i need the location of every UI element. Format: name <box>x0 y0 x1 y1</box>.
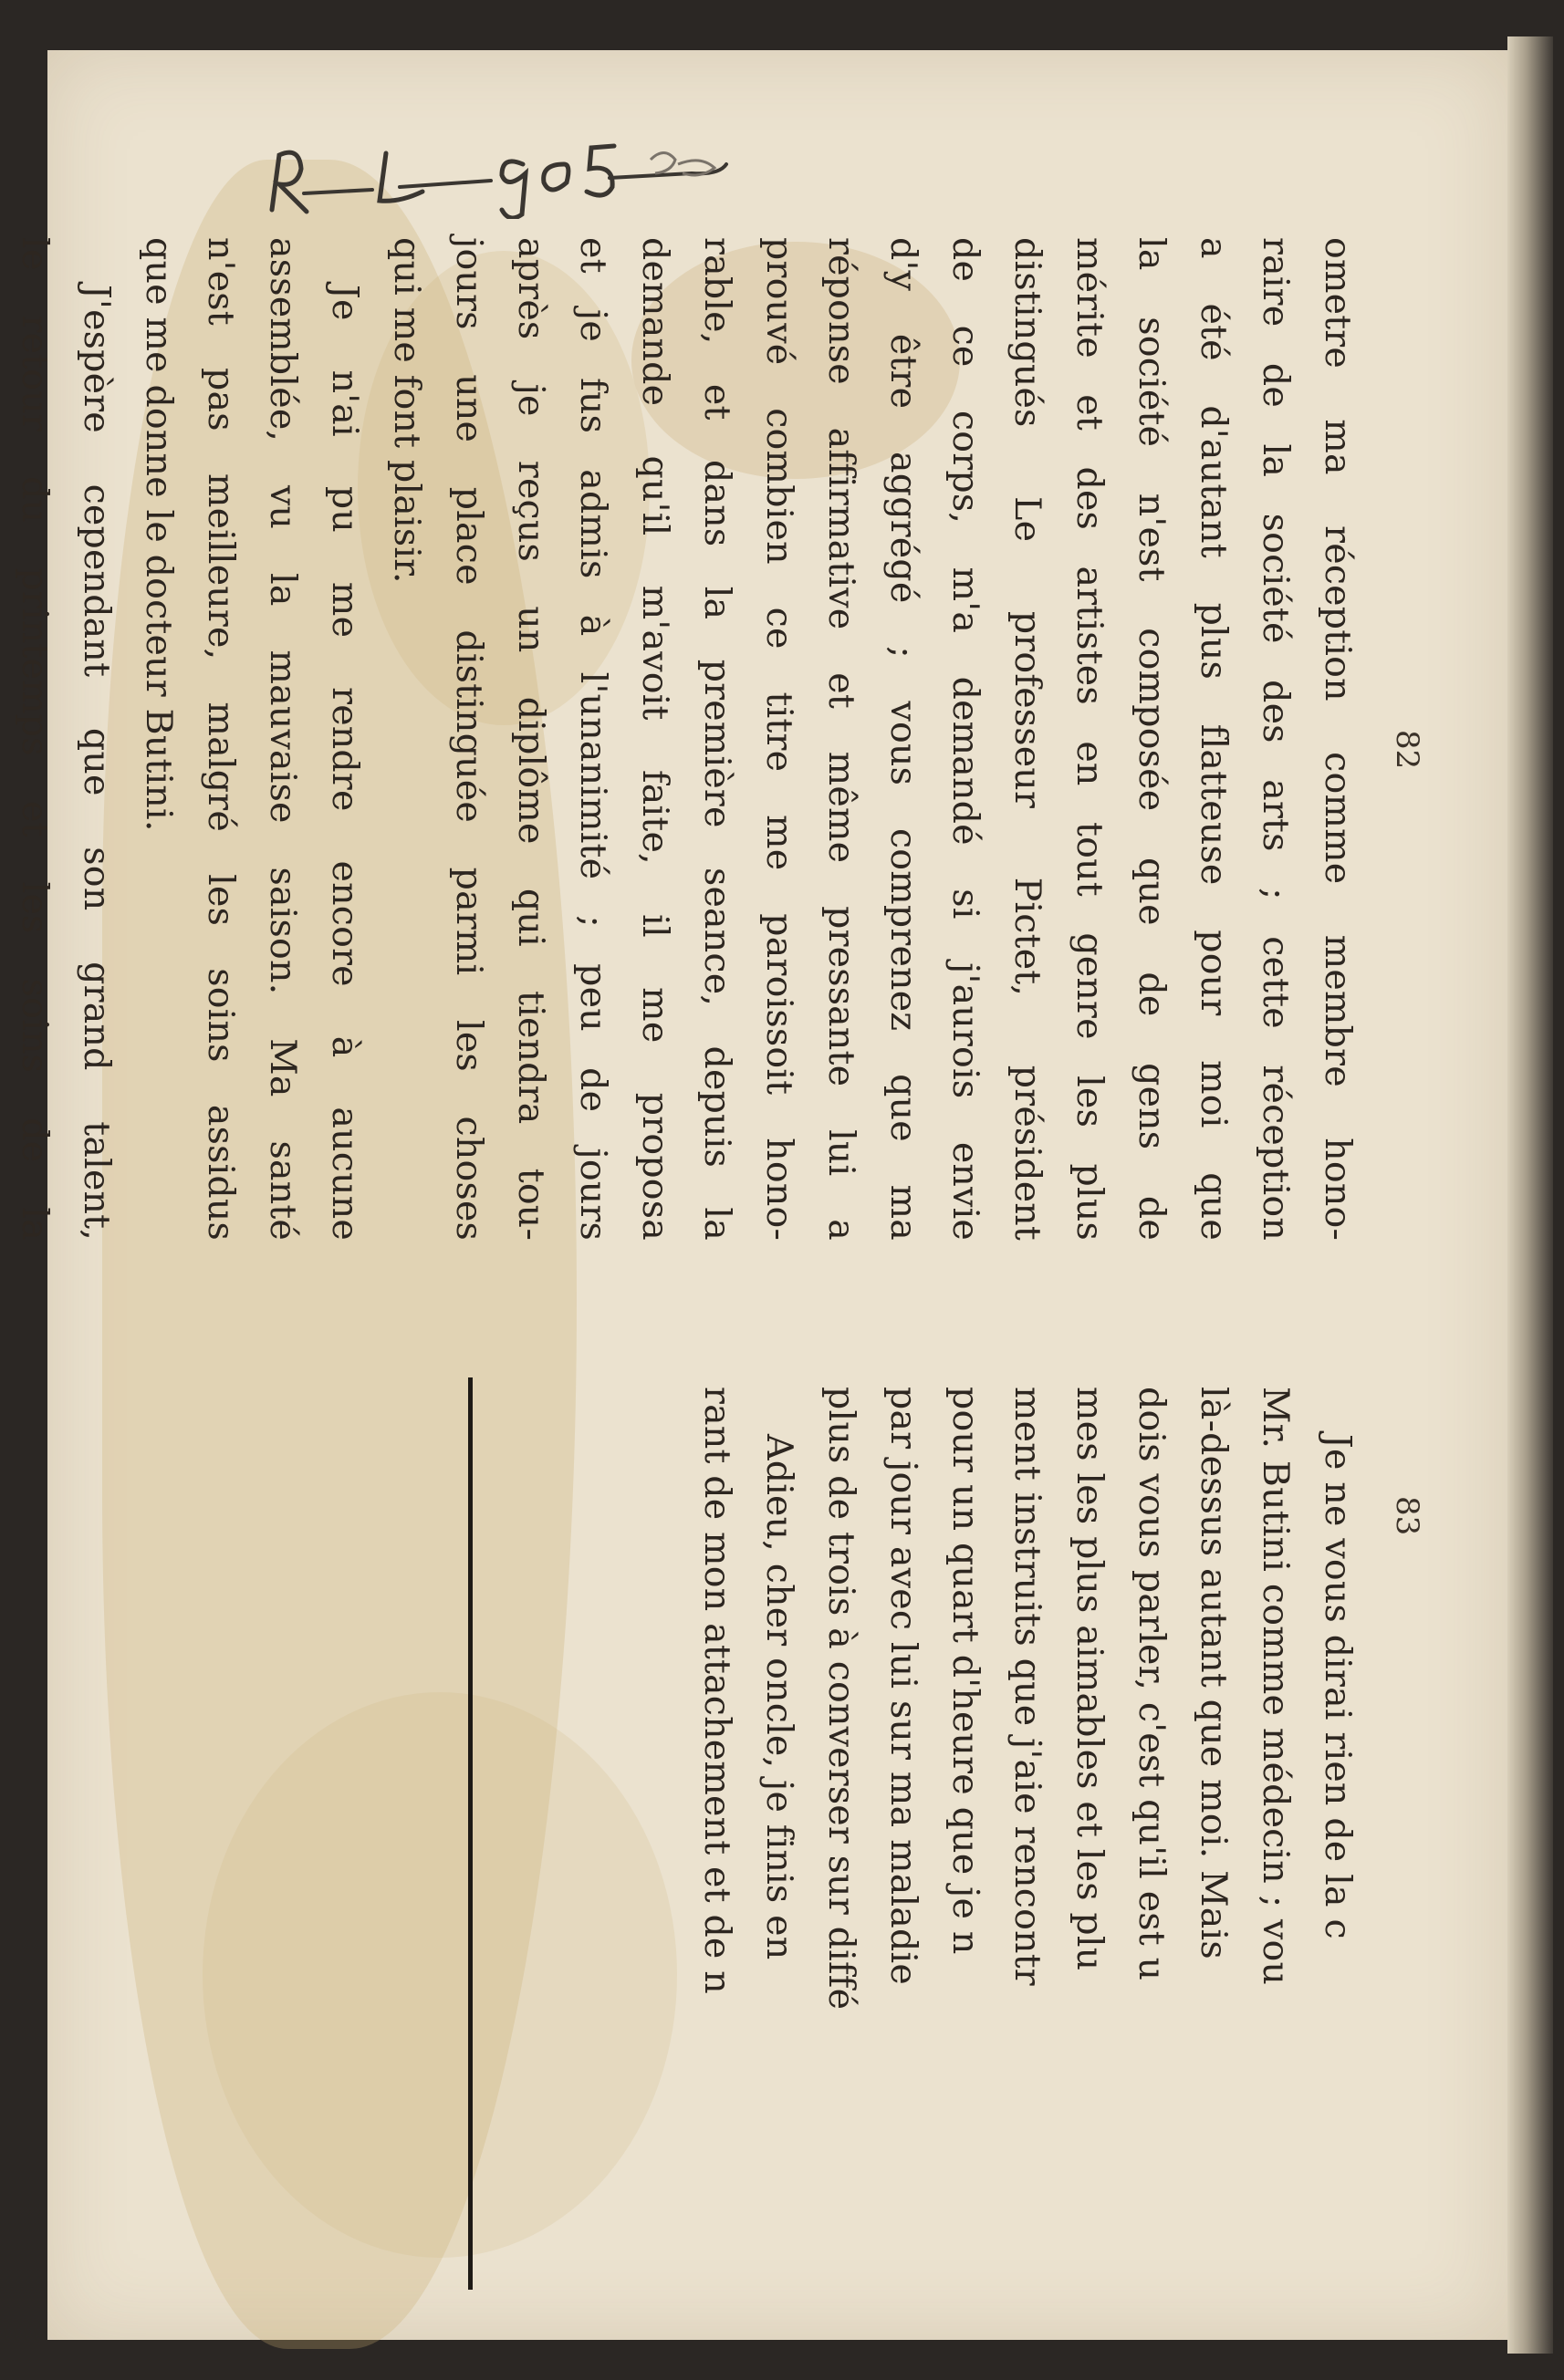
text-line: plus de trois à converser sur diffé <box>820 1387 862 2011</box>
shelfmark-ink <box>263 137 737 219</box>
text-line: Mr. Butini comme médecin ; vou <box>1255 1387 1297 1986</box>
text-line: mérite et des artistes en tout genre les plus <box>1069 237 1110 1241</box>
text-line: pour un quart d'heure que je n <box>944 1387 986 1955</box>
text-line: après je reçus un diplôme qui tiendra tou- <box>510 237 552 1241</box>
text-line: que me donne le docteur Butini. <box>138 237 180 832</box>
text-line: par jour avec lui sur ma maladie <box>882 1387 924 1985</box>
text-line: rable, et dans la première seance, depuis la <box>696 237 738 1241</box>
text-line: qui me font plaisir. <box>386 237 428 584</box>
text-line: rant de mon attachement et de n <box>696 1387 738 1994</box>
text-line: demande qu'il m'avoit faite, il me proposa <box>634 237 676 1241</box>
text-line: Je n'ai pu me rendre encore à aucune <box>324 285 366 1241</box>
text-line: mes les plus aimables et les plu <box>1069 1387 1110 1971</box>
text-line: de ce corps, m'a demandé si j'aurois envie <box>944 237 986 1241</box>
text-line: raire de la société des arts ; cette réception <box>1255 237 1297 1241</box>
page-number-left: 82 <box>1389 730 1425 770</box>
text-line: et je fus admis à l'unanimité ; peu de jours <box>572 237 614 1241</box>
right-page-text <box>686 1387 1369 2308</box>
left-page-text <box>4 237 1369 1241</box>
end-rule <box>468 1377 473 2290</box>
text-line: a été d'autant plus flatteuse pour moi que <box>1193 237 1235 1241</box>
text-line: ometre ma réception comme membre hono- <box>1317 237 1359 1241</box>
text-line: prouvé combien ce titre me paroissoit hono- <box>758 237 800 1241</box>
text-line: la société n'est composée que de gens de <box>1131 237 1173 1241</box>
text-line: Adieu, cher oncle, je finis en <box>758 1434 800 1960</box>
text-line: distingués Le professeur Pictet, président <box>1006 237 1048 1241</box>
text-line: J'espère cependant que son grand talent, <box>76 285 118 1241</box>
page-number-right: 83 <box>1389 1496 1425 1536</box>
text-line: assemblée, vu la mauvaise saison. Ma santé <box>262 237 304 1241</box>
page-gutter-edge <box>1507 36 1553 2354</box>
text-line: dois vous parler, c'est qu'il est u <box>1131 1387 1173 1981</box>
text-line: Je ne vous dirai rien de la c <box>1317 1434 1359 1939</box>
text-line: le retour du printemps et les soins de la <box>14 237 56 1241</box>
text-line: d'y être aggrégé ; vous comprenez que ma <box>882 237 924 1241</box>
rotated-text-block <box>14 228 1425 2326</box>
text-line: n'est pas meilleure, malgré les soins assidus <box>200 237 242 1241</box>
text-line: réponse affirmative et même pressante lui a <box>820 237 862 1241</box>
text-line: jours une place distinguée parmi les choses <box>448 237 490 1241</box>
handwritten-shelfmark <box>263 137 737 219</box>
text-line: là-dessus autant que moi. Mais <box>1193 1387 1235 1959</box>
text-line: ment instruits que j'aie rencontr <box>1006 1387 1048 1986</box>
